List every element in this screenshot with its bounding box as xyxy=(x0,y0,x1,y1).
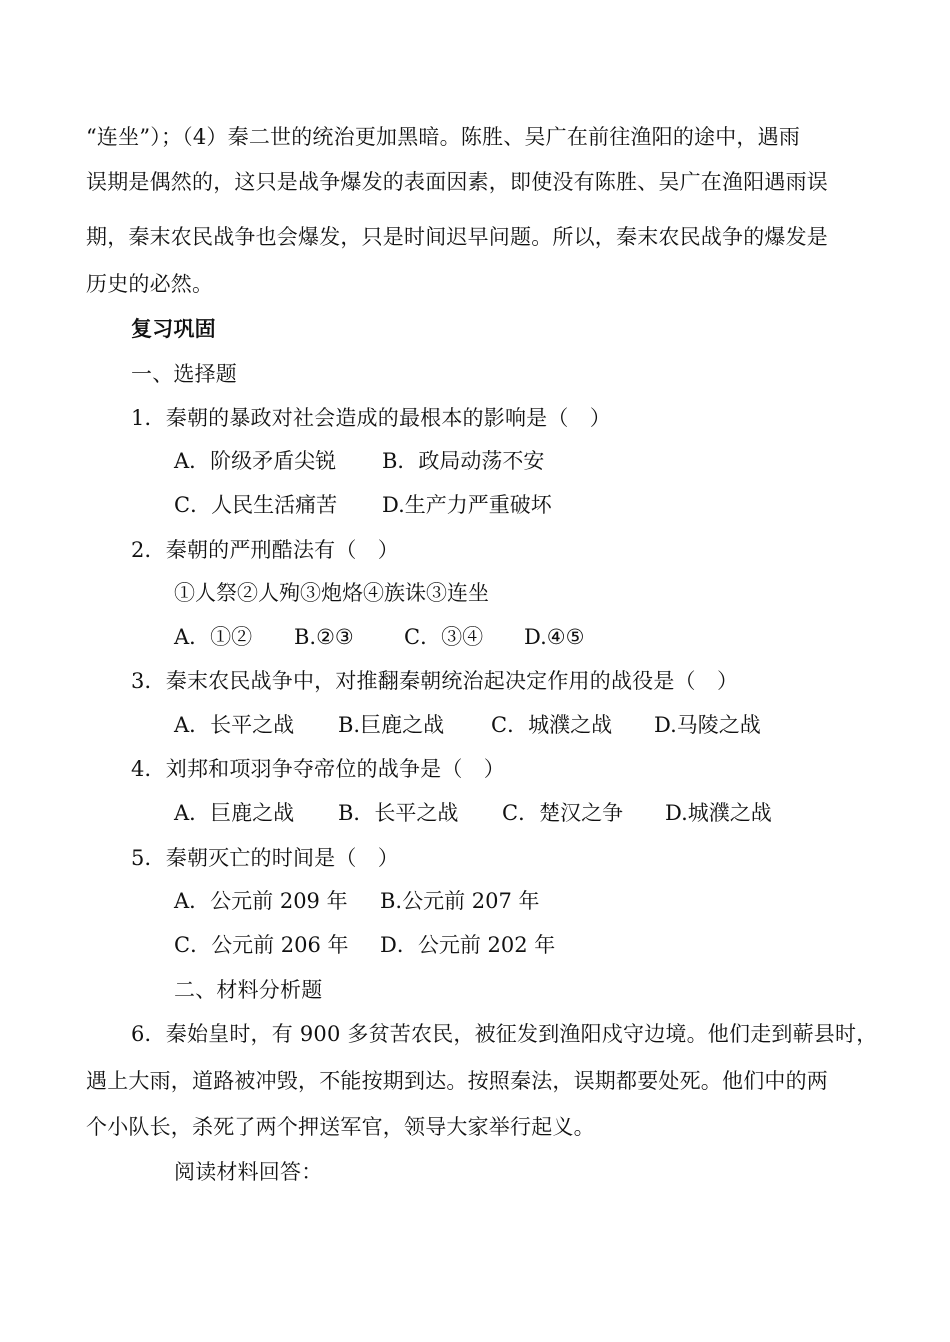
question-2-stem: 2．秦朝的严刑酷法有（ ） xyxy=(131,538,399,562)
question-3-option-a: A．长平之战 xyxy=(174,713,295,737)
question-5-option-d: D．公元前 202 年 xyxy=(380,933,556,957)
question-2-option-c: C．③④ xyxy=(404,625,484,649)
question-3-option-c: C．城濮之战 xyxy=(491,713,613,737)
question-1-option-d: D.生产力严重破坏 xyxy=(382,493,552,517)
question-3-option-d: D.马陵之战 xyxy=(654,713,761,737)
question-4-option-c: C．楚汉之争 xyxy=(502,801,624,825)
question-5-option-b: B.公元前 207 年 xyxy=(380,889,540,913)
review-title: 复习巩固 xyxy=(131,316,216,341)
section-material-title: 二、材料分析题 xyxy=(174,978,323,1002)
question-5-stem: 5．秦朝灭亡的时间是（ ） xyxy=(131,846,399,870)
question-4-option-a: A．巨鹿之战 xyxy=(174,801,295,825)
intro-line-1: “连坐”）；（4）秦二世的统治更加黑暗。陈胜、吴广在前往渔阳的途中，遇雨 xyxy=(86,125,801,149)
intro-line-4: 历史的必然。 xyxy=(86,272,214,296)
question-1-option-b: B．政局动荡不安 xyxy=(382,449,545,473)
question-2-option-d: D.④⑤ xyxy=(524,625,585,649)
section-choice-title: 一、选择题 xyxy=(131,362,237,386)
question-1-option-c: C．人民生活痛苦 xyxy=(174,493,338,517)
intro-line-3: 期，秦末农民战争也会爆发，只是时间迟早问题。所以，秦末农民战争的爆发是 xyxy=(86,225,828,249)
question-6-line-2: 遇上大雨，道路被冲毁，不能按期到达。按照秦法，误期都要处死。他们中的两 xyxy=(86,1069,828,1093)
read-material-prompt: 阅读材料回答： xyxy=(174,1160,323,1184)
question-4-stem: 4．刘邦和项羽争夺帝位的战争是（ ） xyxy=(131,757,505,781)
question-6-line-3: 个小队长，杀死了两个押送军官，领导大家举行起义。 xyxy=(86,1115,595,1139)
question-1-option-a: A．阶级矛盾尖锐 xyxy=(174,449,337,473)
question-5-option-a: A．公元前 209 年 xyxy=(174,889,348,913)
question-4-option-d: D.城濮之战 xyxy=(665,801,772,825)
question-1-stem: 1．秦朝的暴政对社会造成的最根本的影响是（ ） xyxy=(131,406,611,430)
intro-line-2: 误期是偶然的，这只是战争爆发的表面因素，即使没有陈胜、吴广在渔阳遇雨误 xyxy=(86,170,828,194)
question-2-option-b: B.②③ xyxy=(294,625,354,649)
question-3-stem: 3．秦末农民战争中，对推翻秦朝统治起决定作用的战役是（ ） xyxy=(131,669,739,693)
question-5-option-c: C．公元前 206 年 xyxy=(174,933,349,957)
question-2-sub: ①人祭②人殉③炮烙④族诛③连坐 xyxy=(174,581,489,605)
question-4-option-b: B．长平之战 xyxy=(338,801,459,825)
question-6-line-1: 6．秦始皇时，有 900 多贫苦农民，被征发到渔阳戍守边境。他们走到蕲县时， xyxy=(131,1022,878,1046)
question-3-option-b: B.巨鹿之战 xyxy=(338,713,445,737)
question-2-option-a: A．①② xyxy=(174,625,253,649)
